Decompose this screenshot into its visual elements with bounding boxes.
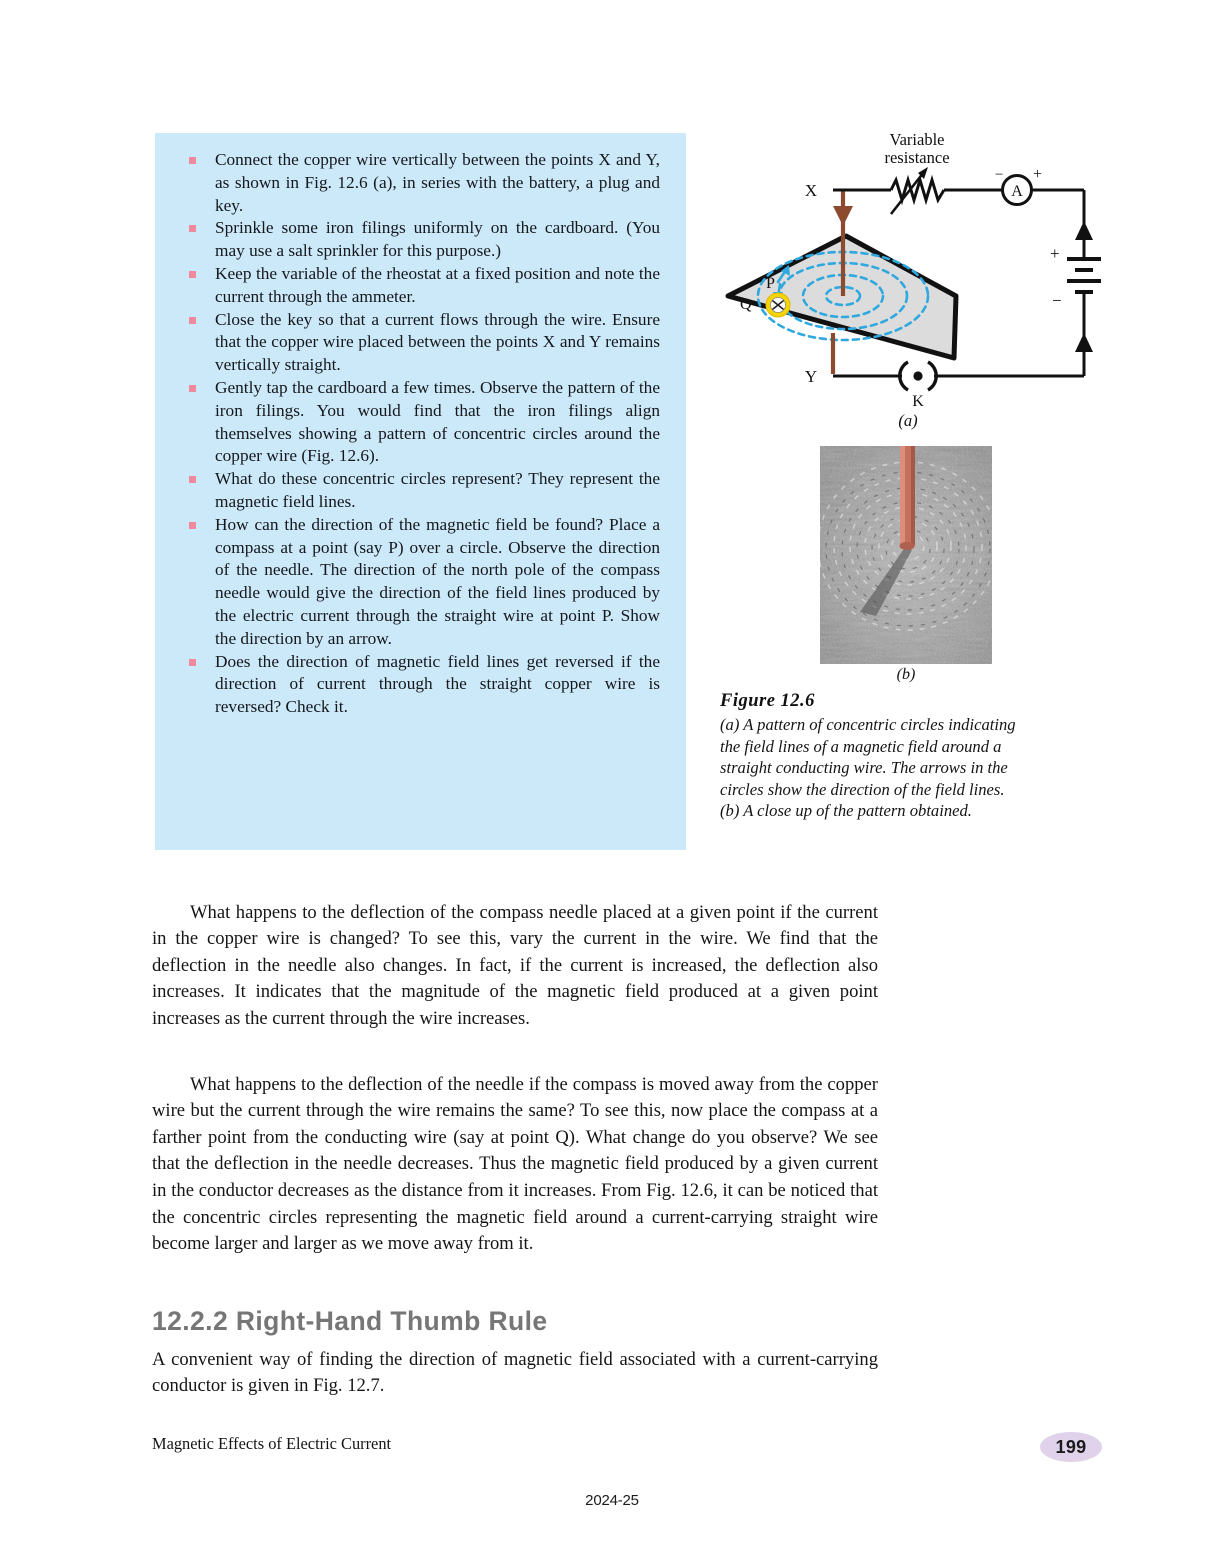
current-direction-arrow-icon — [833, 206, 853, 226]
figure-caption-line: (b) A close up of the pattern obtained. — [720, 801, 972, 821]
label-y: Y — [804, 367, 818, 386]
square-bullet-icon — [189, 522, 196, 529]
activity-instructions-box — [155, 133, 686, 850]
square-bullet-icon — [189, 225, 196, 232]
footer-chapter-title: Magnetic Effects of Electric Current — [152, 1434, 392, 1453]
label-q: Q — [740, 296, 752, 313]
label-k: K — [912, 393, 924, 410]
activity-bullet-list — [155, 133, 686, 729]
ammeter-minus-sign: − — [995, 167, 1004, 183]
square-bullet-icon — [189, 476, 196, 483]
section-heading-right-hand-thumb-rule: 12.2.2 Right-Hand Thumb Rule — [152, 1305, 548, 1336]
list-item-text: Gently tap the cardboard a few times. Observe the pattern of the iron filings. You would find that the iron filings align themselves showing a pattern of concentric circles around the copper wire (Fig. 12.6). — [215, 377, 660, 466]
square-bullet-icon — [189, 271, 196, 278]
body-paragraph-3: A convenient way of finding the direction of magnetic field associated with a current-carrying conductor is given in Fig. 12.7. — [152, 1348, 878, 1397]
square-bullet-icon — [189, 385, 196, 392]
figure-caption — [720, 691, 1078, 822]
circuit-diagram-svg — [706, 128, 1106, 433]
battery-icon — [1067, 259, 1101, 292]
label-x: X — [804, 181, 818, 200]
footer-year: 2024-25 — [585, 1492, 639, 1509]
body-paragraph-2: What happens to the deflection of the needle if the compass is moved away from the copper wire but the current through the wire remains the same? To see this, now place the compass at a farther point from the conducting wire (say at point Q). What change do you observe? We see that the deflection in the needle decreases. Thus the magnetic field produced by a given current in the conductor decreases as the distance from it increases. From Fig. 12.6, it can be noticed that the concentric circles representing the magnetic field around a current-carrying straight wire become larger and larger as we move away from it. — [152, 1073, 878, 1255]
battery-plus-sign: + — [1050, 244, 1060, 263]
iron-filings-photo-panel — [820, 446, 992, 664]
list-item — [187, 149, 660, 217]
circuit-diagram — [706, 128, 1106, 433]
page-number: 199 — [1055, 1436, 1087, 1457]
iron-filings-photograph — [820, 446, 992, 664]
square-bullet-icon — [189, 157, 196, 164]
figure-12-6-panel-a — [706, 128, 1106, 433]
figure-caption-line: the field lines of a magnetic field around a — [720, 736, 1002, 756]
variable-resistance-label-line2: resistance — [884, 148, 950, 167]
list-item-text: Sprinkle some iron filings uniformly on the cardboard. (You may use a salt sprinkler for this purpose.) — [215, 218, 660, 261]
list-item — [187, 377, 660, 468]
ammeter-plus-sign: + — [1033, 166, 1043, 183]
list-item-text: How can the direction of the magnetic field be found? Place a compass at a point (say P) over a circle. Observe the direction of the needle. The direction of the north pole of the compass needle would give the direction of the field lines produced by the electric current through the straight wire at point P. Show the direction by an arrow. — [215, 514, 660, 648]
figure-caption-line: straight conducting wire. The arrows in the — [720, 758, 1008, 778]
figure-caption-line: (a) A pattern of concentric circles indicating — [720, 715, 1016, 734]
list-item-text: Close the key so that a current flows through the wire. Ensure that the copper wire placed between the points X and Y remains vertically straight. — [215, 309, 660, 375]
page-number-badge — [1040, 1432, 1102, 1462]
plug-key-icon — [900, 362, 937, 390]
list-item-text: Keep the variable of the rheostat at a fixed position and note the current through the ammeter. — [215, 263, 660, 306]
list-item-text: What do these concentric circles represent? They represent the magnetic field lines. — [215, 469, 660, 511]
figure-caption-line: circles show the direction of the field lines. — [720, 779, 1005, 799]
current-arrow-right-lower-icon — [1075, 333, 1093, 352]
body-paragraph-1: What happens to the deflection of the compass needle placed at a given point if the current in the copper wire is changed? To see this, vary the current in the wire. We find that the deflection in the needle also changes. In fact, if the current is increased, the deflection also increases. It indicates that the magnitude of the magnetic field produced at a given point increases as the current through the wire increases. — [152, 901, 878, 1029]
list-item — [187, 651, 660, 719]
list-item — [187, 514, 660, 651]
square-bullet-icon — [189, 659, 196, 666]
label-p: P — [766, 275, 775, 292]
figure-caption-title: Figure 12.6 — [720, 691, 815, 711]
ammeter-label: A — [1011, 183, 1023, 200]
panel-a-label: (a) — [898, 411, 918, 430]
compass-at-point-p — [766, 293, 790, 317]
rheostat-zigzag-icon — [891, 180, 944, 200]
panel-b-label: (b) — [896, 666, 916, 683]
list-item — [187, 309, 660, 377]
list-item — [187, 217, 660, 263]
current-arrow-right-upper-icon — [1075, 221, 1093, 240]
list-item — [187, 468, 660, 514]
list-item — [187, 263, 660, 309]
list-item-text: Connect the copper wire vertically between the points X and Y, as shown in Fig. 12.6 (a), in series with the battery, a plug and key. — [215, 150, 660, 215]
list-item-text: Does the direction of magnetic field lines get reversed if the direction of current through the straight copper wire is reversed? Check it. — [215, 651, 660, 717]
battery-minus-sign: − — [1052, 291, 1062, 310]
variable-resistance-label-line1: Variable — [889, 130, 945, 149]
square-bullet-icon — [189, 317, 196, 324]
